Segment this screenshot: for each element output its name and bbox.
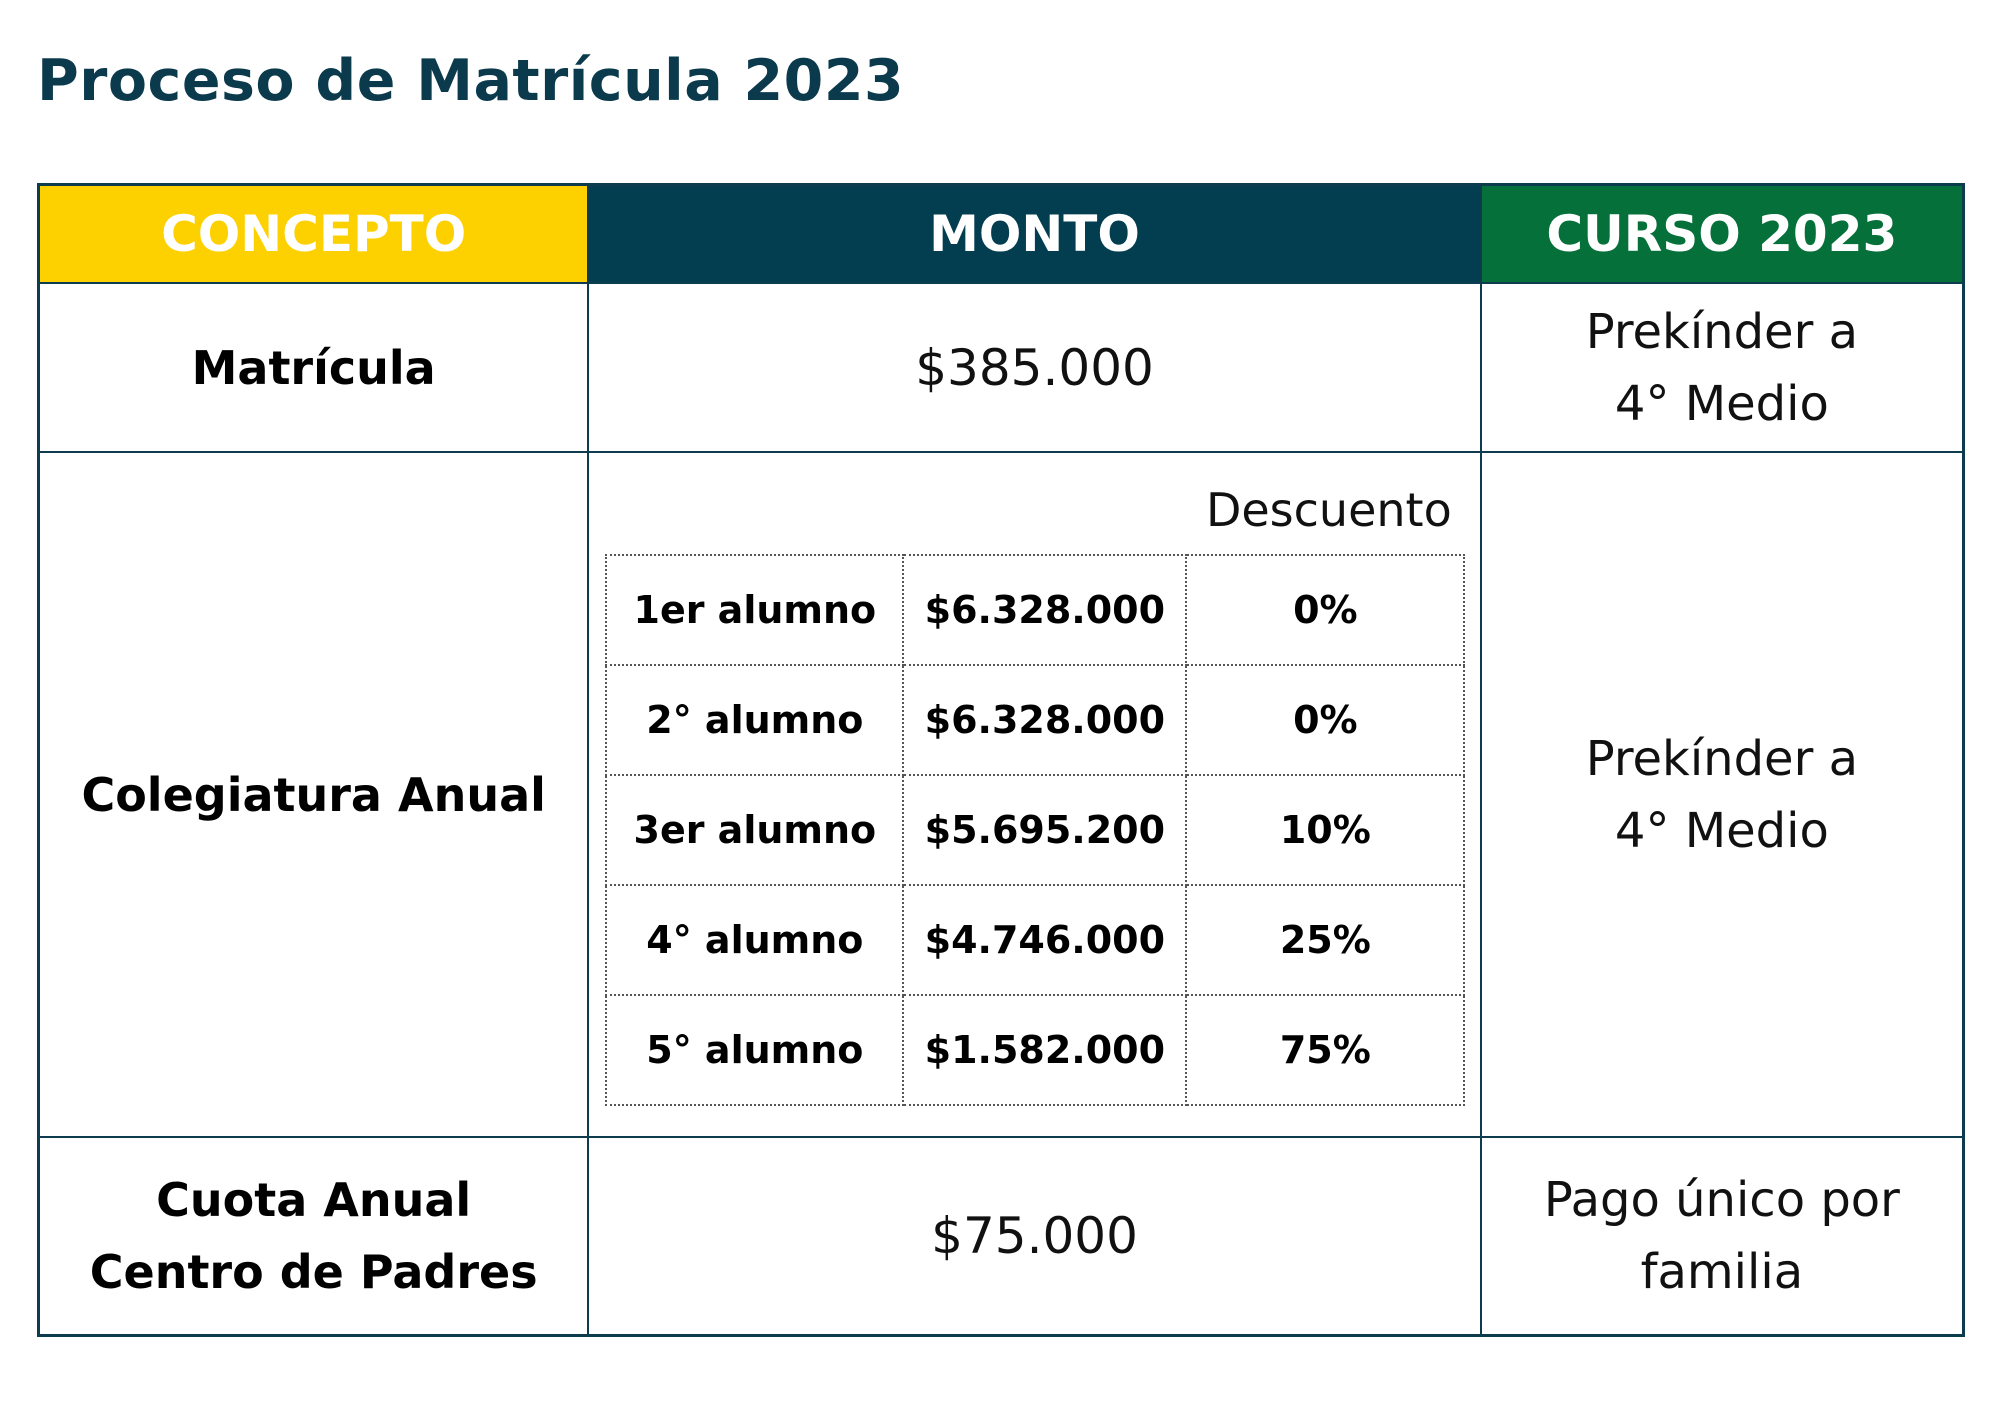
colegiatura-curso-line2: 4° Medio [1614,802,1829,859]
row-colegiatura [39,452,1964,1137]
discount-monto: $1.582.000 [903,995,1186,1105]
discount-row [606,995,1464,1105]
colegiatura-monto-cell [588,452,1480,1137]
header-curso: CURSO 2023 [1481,185,1964,284]
row-matricula [39,283,1964,452]
discount-monto: $4.746.000 [903,885,1186,995]
page-title: Proceso de Matrícula 2023 [37,48,905,114]
discount-alumno: 1er alumno [606,555,903,665]
discount-monto: $6.328.000 [903,665,1186,775]
header-concepto: CONCEPTO [39,185,589,284]
cuota-concepto [39,1137,589,1335]
discount-alumno: 2° alumno [606,665,903,775]
matricula-curso [1481,283,1964,452]
discount-alumno: 3er alumno [606,775,903,885]
discount-row [606,665,1464,775]
matricula-curso-line2: 4° Medio [1614,375,1829,432]
discount-row [606,885,1464,995]
matricula-curso-line1: Prekínder a [1585,303,1858,360]
discount-table [605,554,1465,1106]
row-cuota [39,1137,1964,1335]
descuento-label: Descuento [1205,483,1452,537]
enrollment-fees-table [37,183,1965,1337]
cuota-curso-line2: familia [1640,1243,1804,1300]
discount-percent: 0% [1186,555,1464,665]
discount-monto: $6.328.000 [903,555,1186,665]
cuota-concepto-line2: Centro de Padres [89,1244,538,1299]
colegiatura-concepto: Colegiatura Anual [39,452,589,1137]
discount-percent: 25% [1186,885,1464,995]
discount-percent: 10% [1186,775,1464,885]
table-header-row [39,185,1964,284]
cuota-monto: $75.000 [588,1137,1480,1335]
cuota-concepto-line1: Cuota Anual [156,1172,472,1227]
discount-percent: 0% [1186,665,1464,775]
discount-alumno: 5° alumno [606,995,903,1105]
discount-monto: $5.695.200 [903,775,1186,885]
discount-percent: 75% [1186,995,1464,1105]
matricula-concepto: Matrícula [39,283,589,452]
colegiatura-curso-line1: Prekínder a [1585,730,1858,787]
matricula-monto: $385.000 [588,283,1480,452]
discount-row [606,555,1464,665]
cuota-curso [1481,1137,1964,1335]
cuota-curso-line1: Pago único por [1543,1171,1900,1228]
header-monto: MONTO [588,185,1480,284]
colegiatura-curso [1481,452,1964,1137]
discount-row [606,775,1464,885]
discount-alumno: 4° alumno [606,885,903,995]
